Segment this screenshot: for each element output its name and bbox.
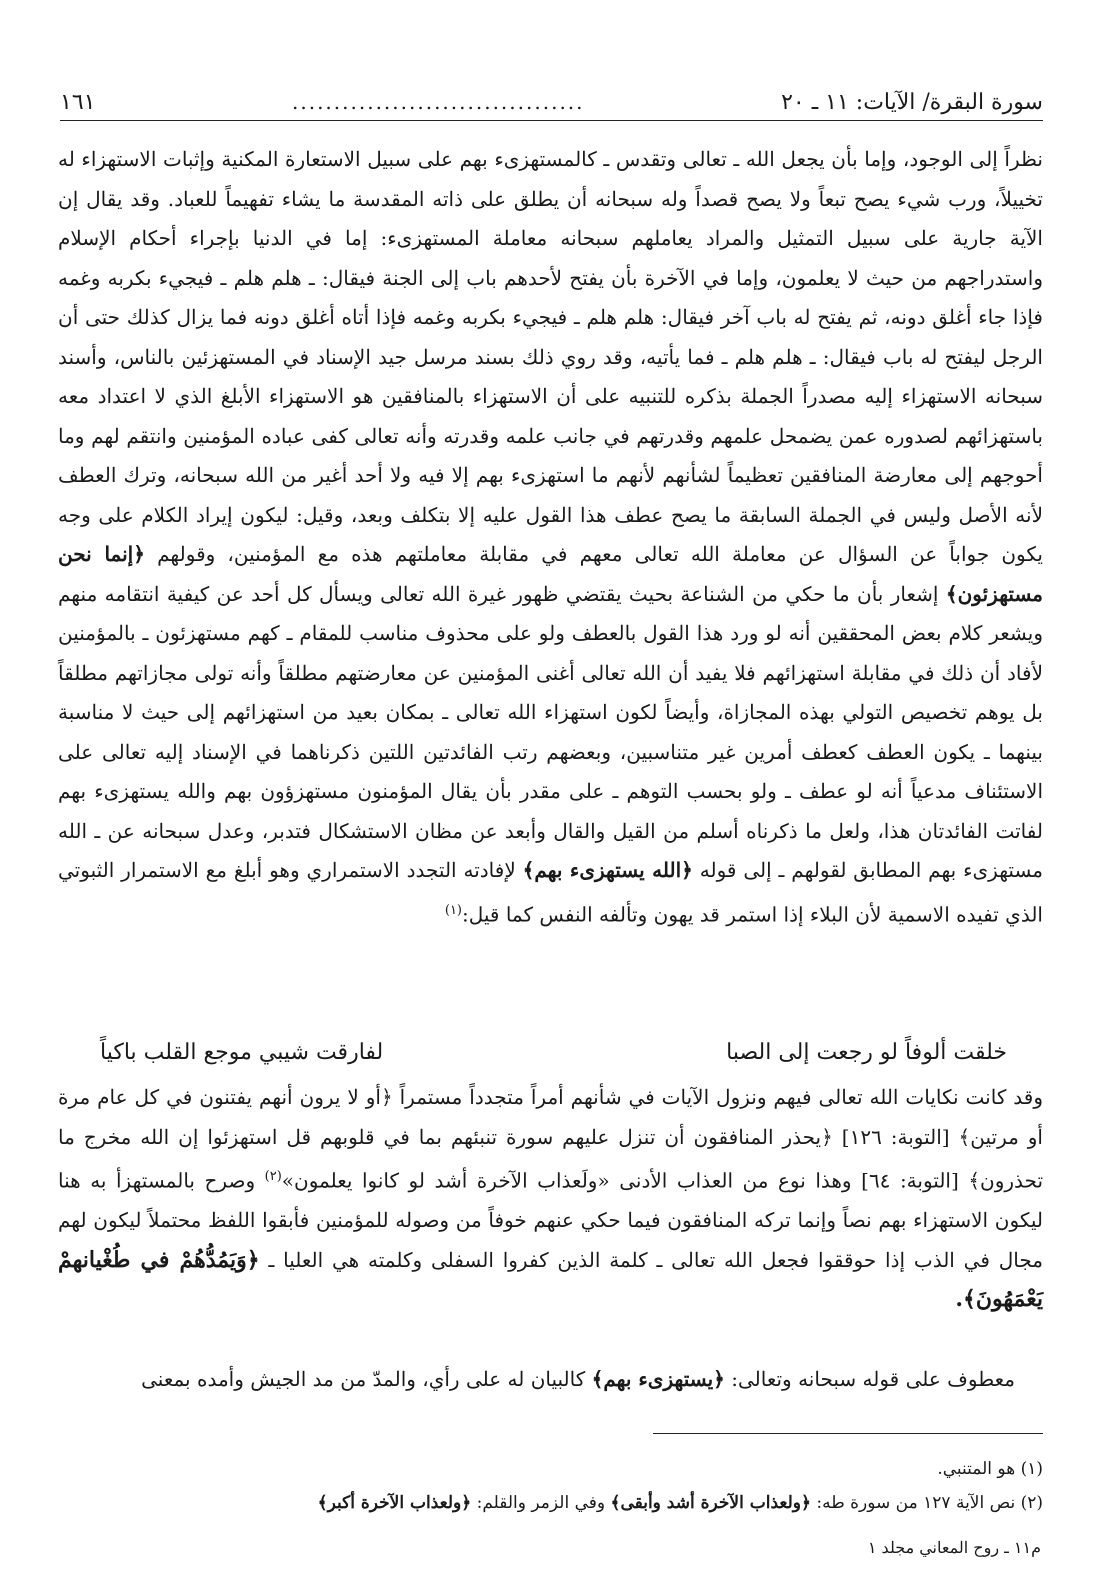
paragraph-text: لإفادته التجدد الاستمراري وهو أبلغ مع الاستمرار الثبوتي الذي تفيده الاسمية لأن البلاء إذا استمر قد يهون وتألفه النفس كما قيل: (58, 858, 1043, 927)
verse-reference: [التوبة: ١٢٦] (841, 1124, 950, 1149)
running-header (60, 84, 1043, 121)
second-paragraph (58, 1078, 1043, 1320)
footnotes (60, 1452, 1043, 1520)
footnote-separator (653, 1433, 1043, 1434)
footnote-2-text: وفي الزمر والقلم: (476, 1493, 606, 1513)
footnote-ref: (٢) (264, 1169, 282, 1184)
paragraph-text: وقد كانت نكايات الله تعالى فيهم ونزول الآيات في شأنهم أمراً متجدداً مستمراً (399, 1085, 1044, 1109)
verse-second-hemistich: لفارقت شيبي موجع القلب باكياً (100, 1040, 384, 1065)
paragraph-text: نظراً إلى الوجود، وإما بأن يجعل الله ـ تعالى وتقدس ـ كالمستهزىء بهم على سبيل الاستعارة المكنية وإثبات الاستهزاء له تخييلاً، ورب شيء يصح تبعاً ولا يصح قصداً وله سبحانه أن يطلق على ذاته المقدسة ما يشاء تفهيماً للعباد. وقد يقال إن الآية جارية على سبيل التمثيل والمراد يعاملهم سبحانه معاملة المستهزىء: إما في الدنيا بإجراء أحكام الإسلام واستدراجهم من حيث لا يعلمون، وإما في الآخرة بأن يفتح لأحدهم باب إلى الجنة فيقال: ـ هلم هلم ـ فيجيء بكربه وغمه فإذا جاء أغلق دونه، ثم يفتح له باب آخر فيقال: هلم هلم ـ فيجيء بكربه وغمه فإذا أتاه أغلق دونه فما يزال كذلك حتى أن الرجل ليفتح له باب فيقال: ـ هلم هلم ـ فما يأتيه، وقد روي ذلك بسند مرسل جيد الإسناد في المستهزئين بالناس، وأسند سبحانه الاستهزاء إليه مصدراً الجملة بذكره للتنبيه على أن الاستهزاء بالمنافقين هو الاستهزاء الأبلغ الذي لا اعتداد معه باستهزائهم لصدوره عمن يضمحل علمهم وقدرتهم في جانب علمه وقدرته وأنه تعالى كفى عباده المؤمنين وانتقم لهم وما أحوجهم إلى معارضة المنافقين تعظيماً لشأنهم لأنهم ما استهزىء بهم إلا فيه ولا أحد أغير من الله سبحانه، وترك العطف لأنه الأصل وليس في الجملة السابقة ما يصح عطف هذا القول عليه إلا بتكلف وبعد، وقيل: ليكون إيراد الكلام على وجه يكون جواباً عن السؤال عن معاملة الله تعالى معهم في مقابلة معاملتهم هذه مع المؤمنين، وقولهم (58, 147, 1043, 566)
poetry-verse (100, 1040, 1007, 1065)
quran-verse-heading: ﴿وَيَمُدُّهُمْ في طُغْيانهمْ يَعْمَهُونَ﴾. (58, 1246, 1043, 1313)
signature-line: م١١ ـ روح المعاني مجلد ١ (867, 1538, 1041, 1557)
paragraph-text: إشعار بأن ما حكي من الشناعة بحيث يقتضي ظهور غيرة الله تعالى ويسأل كل أحد عن كيفية انتقامه منهم ويشعر كلام بعض المحققين أنه لو ورد هذا القول بالعطف ولو على محذوف مناسب للمقام ـ كهم مستهزئون ـ بالمؤمنين لأفاد أن ذلك في مقابلة استهزائهم فلا يفيد أن الله تعالى أغنى المؤمنين عن معارضتهم مطلقاً وأنه تولى مجازاتهم مطلقاً بل يوهم تخصيص التولي بهذه المجازاة، وأيضاً لكون استهزاء الله تعالى ـ بمكان بعيد من استهزائهم إلى حيث لا مناسبة بينهما ـ يكون العطف كعطف أمرين غير متناسبين، وبعضهم رتب الفائدتين اللتين ذكرناهما في الإسناد إليه تعالى على الاستئناف مدعياً أنه لو عطف ـ ولو بحسب التوهم ـ على مقدر بأن يقال المؤمنون مستهزؤون بهم والله يستهزىء بهم لفاتت الفائدتان هذا، ولعل ما ذكرناه أسلم من القيل والقال وأبعد عن مظان الاستشكال فتدبر، وعدل سبحانه عن ـ الله مستهزىء بهم المطابق لقولهم ـ إلى قوله (58, 581, 1044, 882)
third-paragraph (58, 1360, 1043, 1400)
paragraph-text: كالبيان له على رأي، والمدّ من مد الجيش وأمده بمعنى (141, 1367, 586, 1391)
main-paragraph (58, 140, 1043, 935)
footnote-quote: ﴿ولعذاب الآخرة أشد وأبقى﴾ (610, 1493, 811, 1513)
verse-reference: [التوبة: ٦٤] (861, 1168, 959, 1193)
footnote-quote: ﴿ولعذاب الآخرة أكبر﴾ (317, 1493, 472, 1513)
footnote-2-text: (٢) نص الآية ١٢٧ من سورة طه: (816, 1493, 1043, 1513)
header-dot-leader: ................................... (292, 90, 585, 114)
footnote-1: (١) هو المتنبي. (937, 1459, 1043, 1479)
quran-quote: ﴿الله يستهزىء بهم﴾ (522, 858, 693, 882)
footnote-ref: (١) (444, 902, 462, 918)
paragraph-text: وصرح بالمستهزأ به هنا ليكون الاستهزاء بهم نصاً وإنما تركه المنافقون فيما حكي عنهم خوفاً من وصوله للمؤمنين فأبقوا اللفظ محتملاً ليكون لهم مجال في الذب إذا حوققوا فجعل الله تعالى ـ كلمة الذين كفروا السفلى وكلمته هي العليا ـ (58, 1168, 1043, 1272)
verse-first-hemistich: خلقت ألوفاً لو رجعت إلى الصبا (726, 1040, 1007, 1065)
paragraph-text: وهذا نوع من العذاب الأدنى «ولَعذاب الآخرة أشد لو كانوا يعلمون» (281, 1168, 852, 1193)
quran-quote: ﴿يستهزىء بهم﴾ (591, 1367, 725, 1391)
quran-quote: ﴿أو لا يرون أنهم يفتنون في كل عام مرة أو مرتين﴾ (58, 1085, 1043, 1149)
quran-quote: ﴿يحذر المنافقون أن تنزل عليهم سورة تنبئهم بما في قلوبهم قل استهزئوا إن الله مخرج ما تحذرون﴾ (58, 1124, 1044, 1193)
paragraph-text: معطوف على قوله سبحانه وتعالى: (731, 1367, 1015, 1391)
quran-quote: ﴿إنما نحن مستهزئون﴾ (58, 542, 1044, 606)
header-title: سورة البقرة/ الآيات: ١١ ـ ٢٠ (781, 89, 1043, 115)
footnote-2 (60, 1486, 1043, 1520)
page-number: ١٦١ (60, 89, 96, 115)
